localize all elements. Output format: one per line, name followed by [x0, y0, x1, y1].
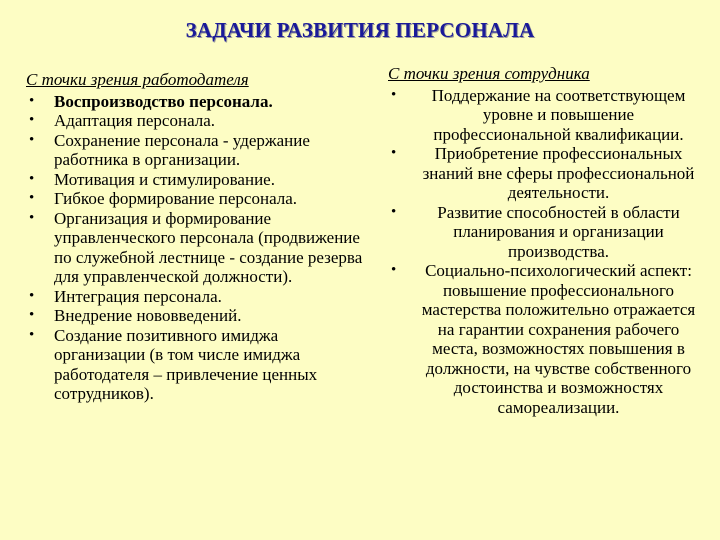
- list-item: [26, 131, 364, 170]
- bullet-icon: •: [29, 92, 35, 109]
- bullet-icon: •: [391, 262, 397, 278]
- list-item: [388, 203, 700, 262]
- list-item: [26, 306, 364, 326]
- bullet-icon: •: [391, 86, 397, 103]
- list-item: [388, 144, 700, 203]
- bullet-icon: •: [29, 326, 35, 343]
- employee-task-list: [388, 86, 700, 418]
- list-item-text: Внедрение нововведений.: [54, 306, 242, 325]
- list-item: [388, 261, 700, 417]
- employee-column: [388, 64, 700, 417]
- list-item: [26, 326, 364, 404]
- list-item-text: Приобретение профессиональных знаний вне сферы профессиональной деятельности.: [422, 144, 695, 202]
- bullet-icon: •: [29, 170, 35, 187]
- bullet-icon: •: [29, 131, 35, 148]
- list-item-text: Организация и формирование управленческого персонала (продвижение по служебной лестнице - создание резерва для управленческой должности).: [54, 208, 363, 286]
- list-item-text: Развитие способностей в области планирования и организации производства.: [437, 202, 680, 261]
- list-item-text: Создание позитивного имиджа организации (в том числе имиджа работодателя – привлечение ценных сотрудников).: [54, 325, 318, 403]
- bullet-icon: •: [29, 112, 35, 128]
- list-item-text: Гибкое формирование персонала.: [54, 189, 298, 208]
- list-item: [26, 287, 364, 307]
- employer-column: [26, 70, 364, 404]
- list-item: [388, 86, 700, 145]
- bullet-icon: •: [29, 190, 35, 206]
- list-item-text: Социально-психологический аспект: повышение профессионального мастерства положительно отражается на гарантии сохранения рабочего места, возможностях повышения в должности, на чувстве собственного достоинства и возможностях самореализации.: [421, 261, 696, 417]
- list-item-text: Поддержание на соответствующем уровне и повышение профессиональной квалификации.: [431, 85, 686, 144]
- list-item-text: Сохранение персонала - удержание работника в организации.: [54, 130, 310, 169]
- list-item-text: Мотивация и стимулирование.: [54, 169, 275, 189]
- list-item-text: Воспроизводство персонала.: [54, 91, 273, 111]
- employer-heading: С точки зрения работодателя: [26, 70, 249, 89]
- list-item-text: Интеграция персонала.: [54, 286, 222, 306]
- list-item: [26, 111, 364, 131]
- employee-heading: С точки зрения сотрудника: [388, 64, 590, 83]
- bullet-icon: •: [29, 209, 35, 226]
- bullet-icon: •: [29, 287, 35, 304]
- employer-task-list: [26, 92, 364, 404]
- page-title: ЗАДАЧИ РАЗВИТИЯ ПЕРСОНАЛА: [185, 18, 535, 42]
- bullet-icon: •: [29, 307, 35, 323]
- bullet-icon: •: [391, 203, 397, 220]
- list-item: [26, 189, 364, 209]
- list-item: [26, 170, 364, 190]
- list-item-text: Адаптация персонала.: [54, 111, 216, 130]
- list-item: [26, 209, 364, 287]
- bullet-icon: •: [391, 145, 397, 161]
- list-item: [26, 92, 364, 112]
